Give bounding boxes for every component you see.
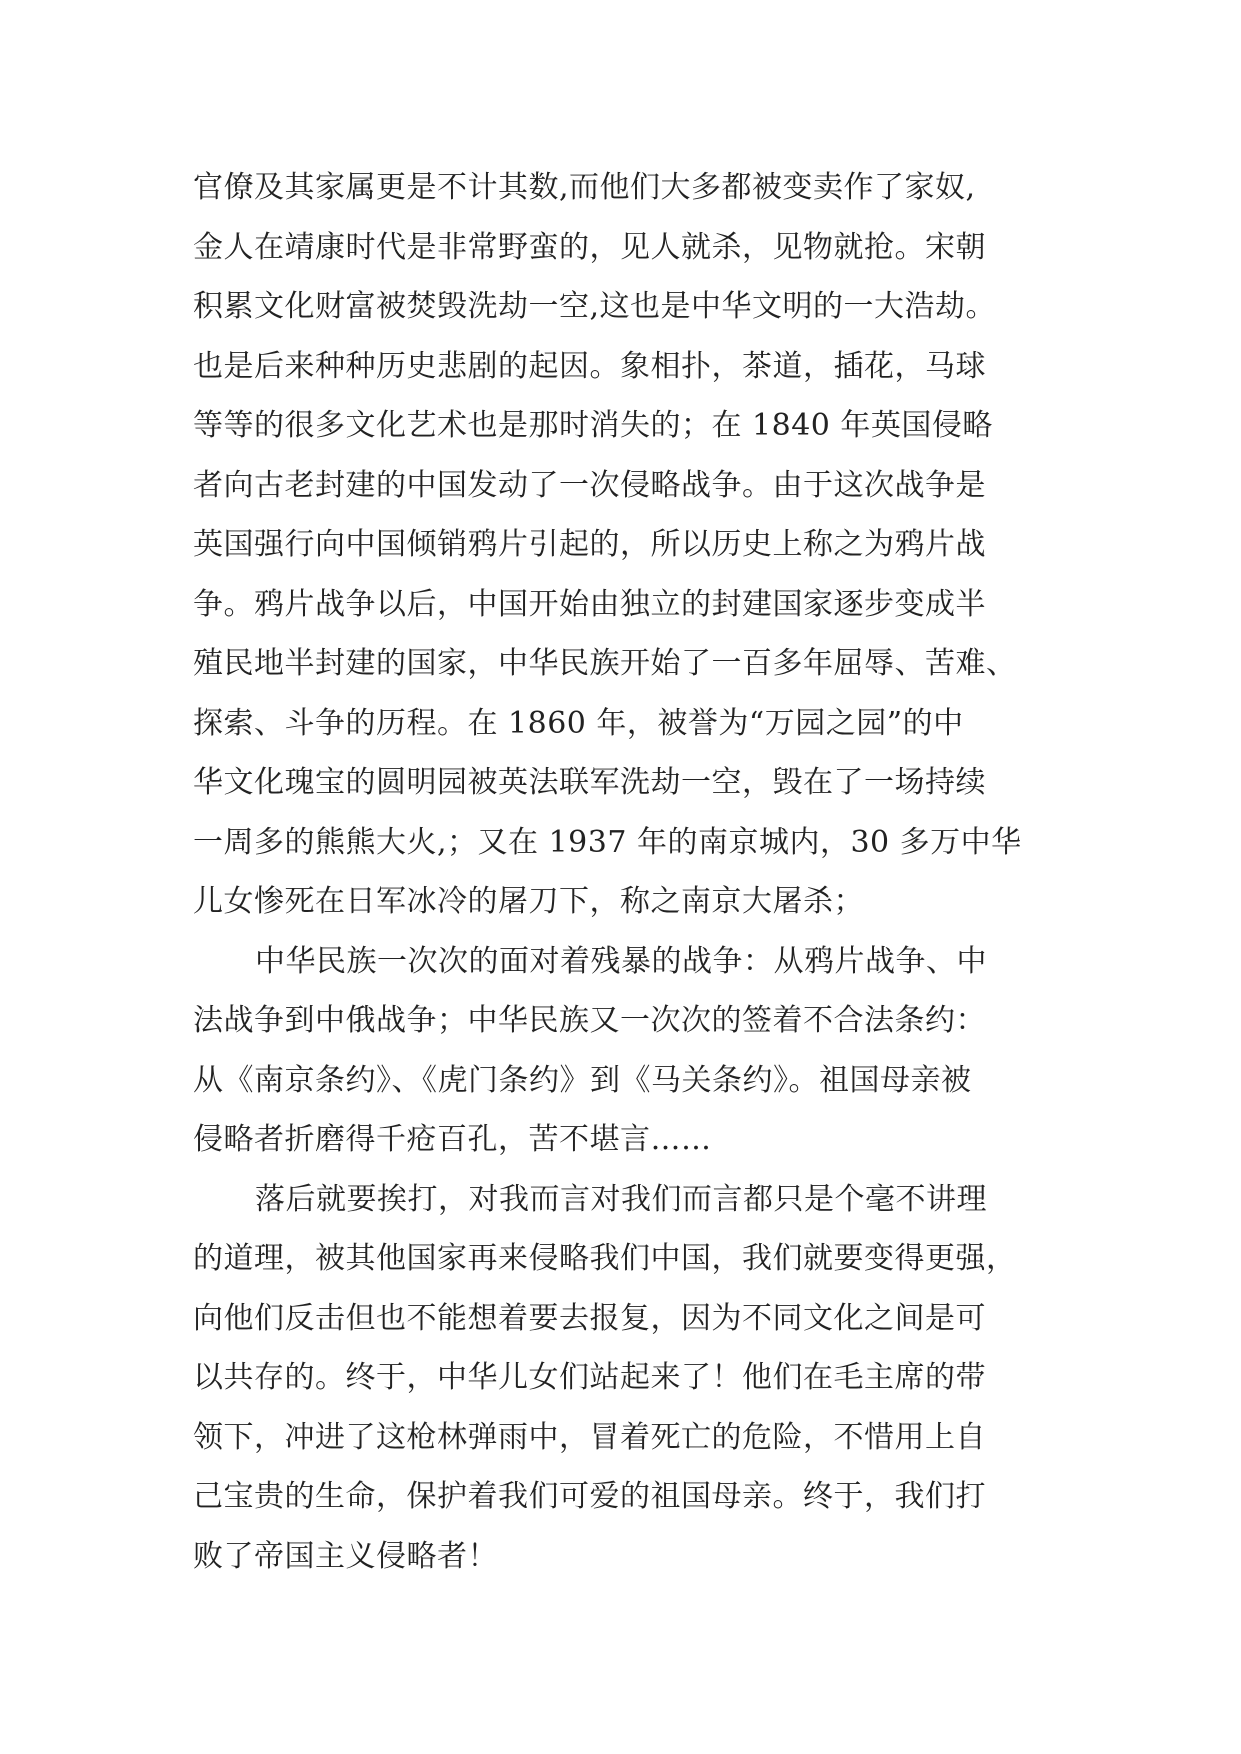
text-line: 领下，冲进了这枪林弹雨中，冒着死亡的危险，不惜用上自 bbox=[193, 1419, 986, 1455]
text-line: 者向古老封建的中国发动了一次侵略战争。由于这次战争是 bbox=[193, 467, 986, 503]
text-line: 败了帝国主义侵略者！ bbox=[193, 1538, 498, 1574]
text-line: 的道理，被其他国家再来侵略我们中国，我们就要变得更强， bbox=[193, 1241, 1017, 1276]
body-text bbox=[193, 158, 1093, 1586]
text-line: 向他们反击但也不能想着要去报复，因为不同文化之间是可 bbox=[193, 1300, 986, 1336]
text-line: 以共存的。终于，中华儿女们站起来了！他们在毛主席的带 bbox=[193, 1360, 986, 1395]
text-line: 探索、斗争的历程。在 1860 年，被誉为“万园之园”的中 bbox=[193, 705, 964, 741]
paragraph-start-line: 中华民族一次次的面对着残暴的战争：从鸦片战争、中 bbox=[255, 943, 987, 979]
paragraph-start-line: 落后就要挨打，对我而言对我们而言都只是个毫不讲理 bbox=[255, 1181, 987, 1217]
text-line: 侵略者折磨得千疮百孔，苦不堪言…… bbox=[193, 1122, 712, 1157]
text-line: 华文化瑰宝的圆明园被英法联军洗劫一空，毁在了一场持续 bbox=[193, 765, 986, 800]
text-line: 儿女惨死在日军冰冷的屠刀下，称之南京大屠杀； bbox=[193, 884, 864, 919]
text-line: 英国强行向中国倾销鸦片引起的，所以历史上称之为鸦片战 bbox=[193, 527, 986, 562]
text-line: 也是后来种种历史悲剧的起因。象相扑，茶道，插花，马球 bbox=[193, 348, 986, 384]
text-line: 己宝贵的生命，保护着我们可爱的祖国母亲。终于，我们打 bbox=[193, 1479, 986, 1514]
text-line: 殖民地半封建的国家，中华民族开始了一百多年屈辱、苦难、 bbox=[193, 646, 1017, 681]
text-line: 官僚及其家属更是不计其数,而他们大多都被变卖作了家奴, bbox=[193, 170, 976, 205]
text-line: 法战争到中俄战争；中华民族又一次次的签着不合法条约： bbox=[193, 1003, 986, 1038]
text-line: 积累文化财富被焚毁洗劫一空,这也是中华文明的一大浩劫。 bbox=[193, 289, 997, 324]
text-line: 等等的很多文化艺术也是那时消失的；在 1840 年英国侵略 bbox=[193, 408, 993, 443]
text-line: 一周多的熊熊大火,；又在 1937 年的南京城内，30 多万中华 bbox=[193, 824, 1022, 860]
text-line: 争。鸦片战争以后，中国开始由独立的封建国家逐步变成半 bbox=[193, 586, 986, 622]
text-line: 从《南京条约》、《虎门条约》到《马关条约》。祖国母亲被 bbox=[193, 1062, 972, 1098]
text-line: 金人在靖康时代是非常野蛮的，见人就杀，见物就抢。宋朝 bbox=[193, 229, 986, 265]
